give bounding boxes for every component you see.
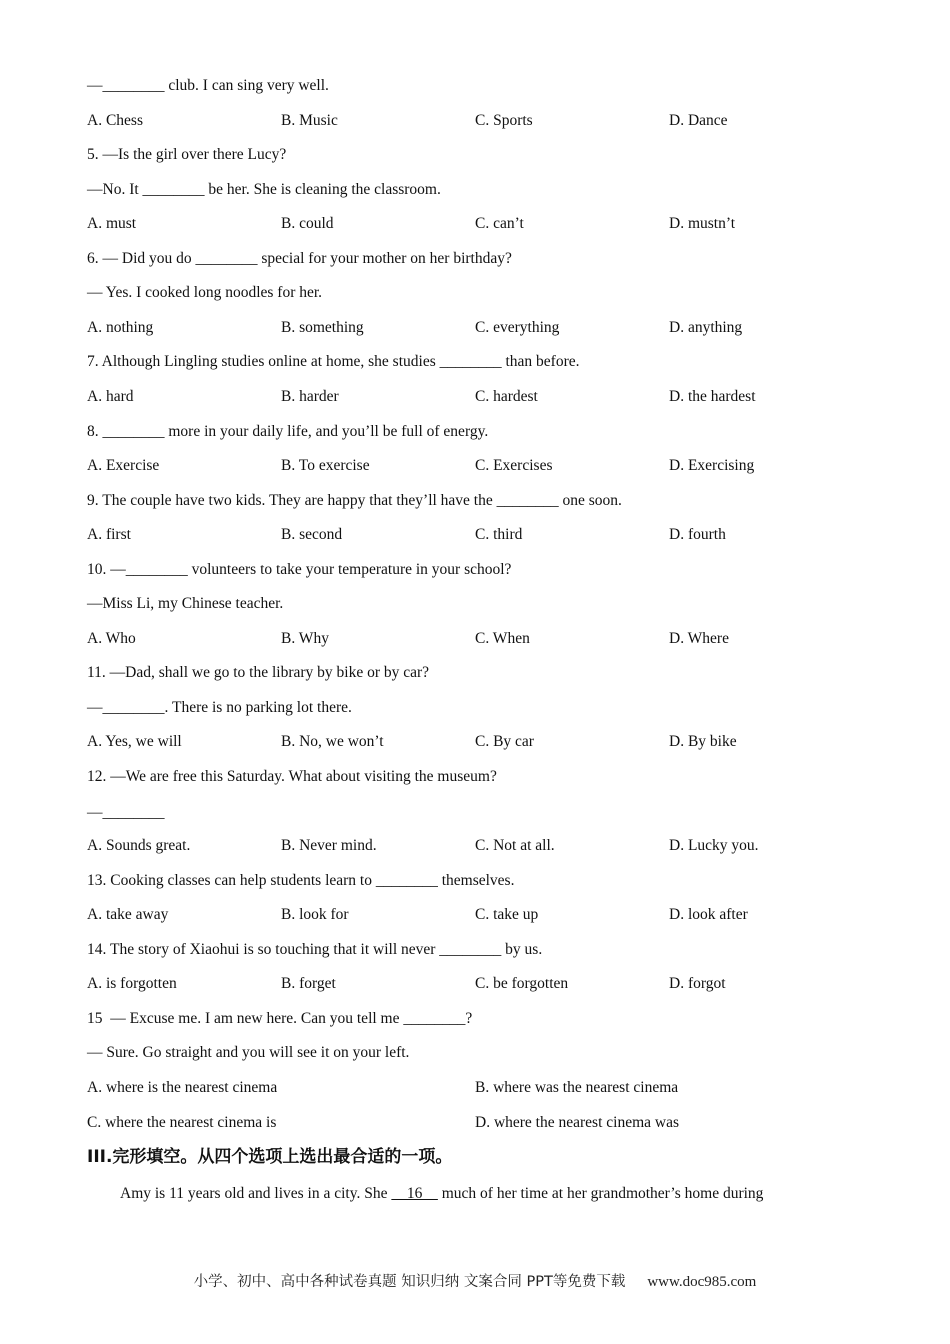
option-c: C. By car — [475, 733, 534, 750]
section-3-heading: III.完形填空。从四个选项上选出最合适的一项。 — [87, 1147, 453, 1167]
option-d: D. look after — [669, 906, 748, 923]
question-15-options-row-2 — [87, 1113, 867, 1133]
option-d: D. the hardest — [669, 388, 756, 405]
option-c: C. everything — [475, 319, 560, 336]
question-6: 6. — Did you do ________ special for your mother on her birthday? — [87, 250, 512, 267]
question-7-options — [87, 387, 867, 407]
option-a: A. where is the nearest cinema — [87, 1079, 278, 1096]
footer-text: 小学、初中、高中各种试卷真题 知识归纳 文案合同 PPT等免费下载 — [193, 1274, 626, 1290]
option-b: B. second — [281, 526, 343, 543]
option-d: D. where the nearest cinema was — [475, 1114, 679, 1131]
question-6-options — [87, 318, 867, 338]
option-b: B. harder — [281, 388, 339, 405]
question-9: 9. The couple have two kids. They are happy that they’ll have the ________ one soon. — [87, 492, 622, 509]
option-b: B. look for — [281, 906, 349, 923]
option-a: A. must — [87, 215, 137, 232]
question-7: 7. Although Lingling studies online at home, she studies ________ than before. — [87, 353, 580, 370]
option-a: A. Chess — [87, 112, 143, 129]
question-8-options — [87, 456, 867, 476]
question-10-options — [87, 629, 867, 649]
question-13-options — [87, 905, 867, 925]
option-a: A. hard — [87, 388, 134, 405]
footer-website: www.doc985.com — [647, 1274, 757, 1290]
option-d: D. Dance — [669, 112, 728, 129]
blank-16: 16 — [391, 1185, 438, 1202]
option-c: C. be forgotten — [475, 975, 569, 992]
question-9-options — [87, 525, 867, 545]
question-11-options — [87, 732, 867, 752]
option-a: A. first — [87, 526, 131, 543]
page-footer — [0, 1270, 950, 1291]
option-c: C. hardest — [475, 388, 538, 405]
question-13: 13. Cooking classes can help students learn to ________ themselves. — [87, 872, 515, 889]
option-c: C. third — [475, 526, 523, 543]
option-c: C. take up — [475, 906, 539, 923]
option-a: A. take away — [87, 906, 169, 923]
option-d: D. fourth — [669, 526, 726, 543]
option-b: B. Music — [281, 112, 338, 129]
question-12-options — [87, 836, 867, 856]
question-15-options-row-1 — [87, 1078, 867, 1098]
option-b: B. forget — [281, 975, 336, 992]
question-15-line-2: — Sure. Go straight and you will see it on your left. — [87, 1044, 410, 1061]
option-a: A. Exercise — [87, 457, 160, 474]
option-a: A. nothing — [87, 319, 154, 336]
question-5: 5. —Is the girl over there Lucy? — [87, 146, 287, 163]
option-c: C. can’t — [475, 215, 524, 232]
question-14: 14. The story of Xiaohui is so touching that it will never ________ by us. — [87, 941, 543, 958]
option-d: D. Exercising — [669, 457, 755, 474]
option-a: A. Who — [87, 630, 136, 647]
question-5-options — [87, 214, 867, 234]
option-c: C. where the nearest cinema is — [87, 1114, 277, 1131]
option-b: B. Why — [281, 630, 329, 647]
question-10: 10. —________ volunteers to take your temperature in your school? — [87, 561, 512, 578]
question-8: 8. ________ more in your daily life, and you’ll be full of energy. — [87, 423, 489, 440]
option-b: B. something — [281, 319, 364, 336]
question-10-line-2: —Miss Li, my Chinese teacher. — [87, 595, 284, 612]
question-6-line-2: — Yes. I cooked long noodles for her. — [87, 284, 323, 301]
option-c: C. Exercises — [475, 457, 553, 474]
option-a: A. Sounds great. — [87, 837, 191, 854]
option-c: C. Sports — [475, 112, 533, 129]
cloze-passage-first-line — [120, 1184, 763, 1204]
option-d: D. Lucky you. — [669, 837, 759, 854]
question-14-options — [87, 974, 867, 994]
question-11-line-2: —________. There is no parking lot there. — [87, 699, 352, 716]
question-12: 12. —We are free this Saturday. What about visiting the museum? — [87, 768, 497, 785]
question-5-line-2: —No. It ________ be her. She is cleaning the classroom. — [87, 181, 441, 198]
option-d: D. Where — [669, 630, 729, 647]
option-b: B. where was the nearest cinema — [475, 1079, 679, 1096]
passage-text: much of her time at her grandmother’s home during — [437, 1185, 764, 1202]
option-a: A. Yes, we will — [87, 733, 182, 750]
passage-text: Amy is 11 years old and lives in a city. She — [120, 1185, 392, 1202]
option-b: B. To exercise — [281, 457, 370, 474]
question-11: 11. —Dad, shall we go to the library by bike or by car? — [87, 664, 430, 681]
question-4-options — [87, 111, 867, 131]
question-12-line-2: —________ — [87, 804, 165, 821]
option-c: C. Not at all. — [475, 837, 555, 854]
option-b: B. No, we won’t — [281, 733, 384, 750]
question-15: 15 — Excuse me. I am new here. Can you tell me ________? — [87, 1010, 473, 1027]
option-b: B. could — [281, 215, 334, 232]
option-b: B. Never mind. — [281, 837, 377, 854]
option-a: A. is forgotten — [87, 975, 177, 992]
option-c: C. When — [475, 630, 530, 647]
option-d: D. anything — [669, 319, 743, 336]
option-d: D. mustn’t — [669, 215, 736, 232]
option-d: D. forgot — [669, 975, 726, 992]
option-d: D. By bike — [669, 733, 737, 750]
question-4-answer-line: —________ club. I can sing very well. — [87, 77, 329, 94]
